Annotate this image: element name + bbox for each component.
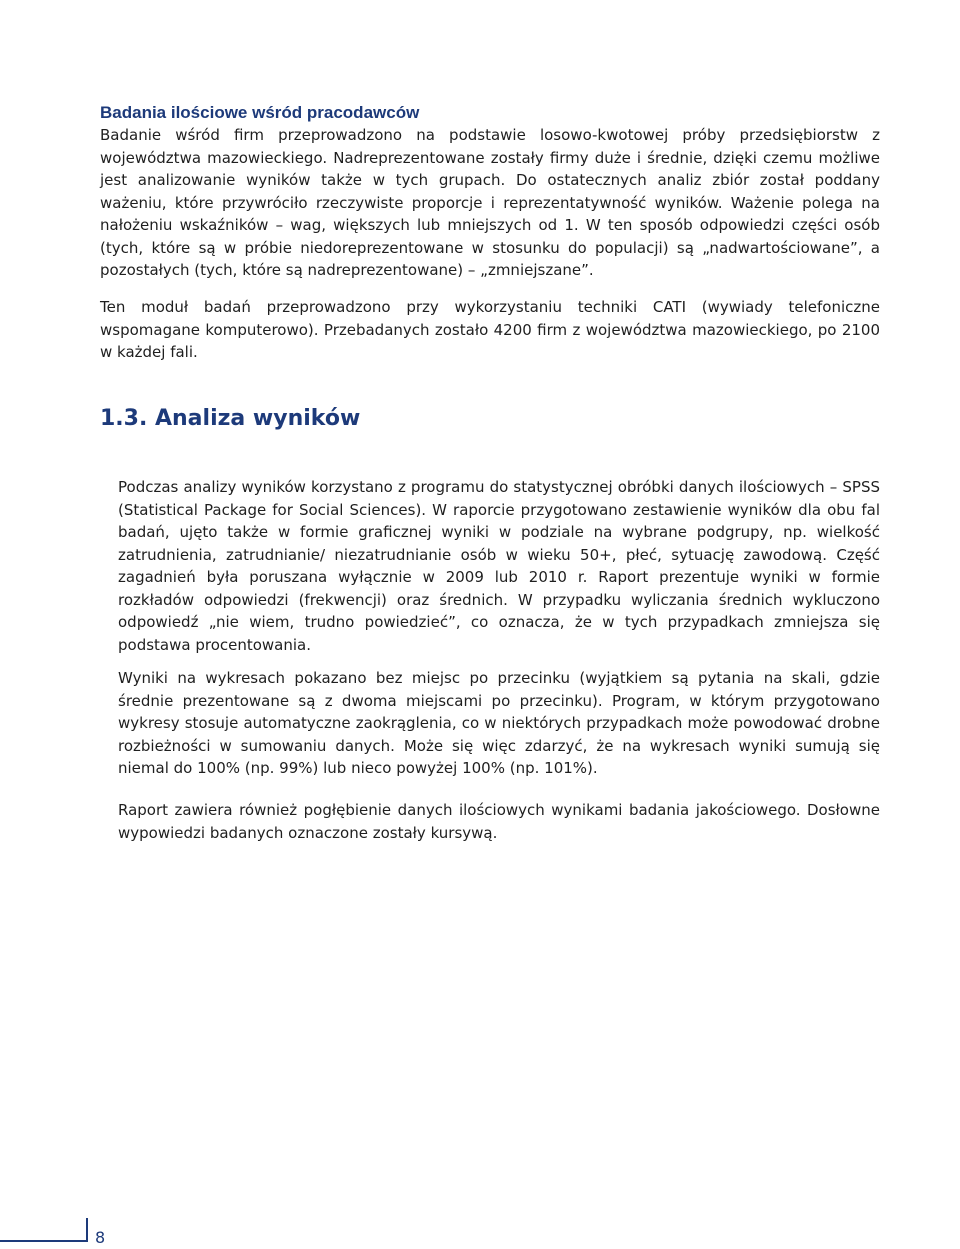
- paragraph-spss: Podczas analizy wyników korzystano z programu do statystycznej obróbki danych ilościowych – SPSS (Statistical Package for Social Sciences). W raporcie przygotowano zestawienie wyników dla obu fal badań, ujęto także w formie graficznej wyniki w podziale na wybrane podgrupy, np. wielkość zatrudnienia, zatrudnianie/ niezatrudnianie osób w wieku 50+, płeć, sytuację zawodową. Część zagadnień była poruszana wyłącznie w 2009 lub 2010 r. Raport prezentuje wyniki w formie rozkładów odpowiedzi (frekwencji) oraz średnich. W przypadku wyliczania średnich wykluczono odpowiedź „nie wiem, trudno powiedzieć”, co oznacza, że w tych przypadkach zmniejsza się podstawa procentowania.: [118, 478, 880, 654]
- footer-rule: [0, 1240, 86, 1242]
- page-number: 8: [95, 1228, 106, 1247]
- section-heading: Badania ilościowe wśród pracodawców: [100, 103, 420, 122]
- paragraph-qualitative: Raport zawiera również pogłębienie danych ilościowych wynikami badania jakościowego. Dosłowne wypowiedzi badanych oznaczone zostały kursywą.: [118, 801, 880, 842]
- footer-divider: [86, 1218, 88, 1242]
- paragraph-cati: Ten moduł badań przeprowadzono przy wykorzystaniu techniki CATI (wywiady telefoniczne wspomagane komputerowo). Przebadanych zostało 4200 firm z województwa mazowieckiego, po 2100 w każdej fali.: [100, 298, 880, 361]
- paragraph-charts: Wyniki na wykresach pokazano bez miejsc po przecinku (wyjątkiem są pytania na skali, gdzie średnie prezentowane są z dwoma miejscami po przecinku). Program, w którym przygotowano wykresy stosuje automatyczne zaokrąglenia, co w niektórych przypadkach może powodować drobne rozbieżności w sumowaniu danych. Może się więc zdarzyć, że na wykresach wyniki sumują się niemal do 100% (np. 99%) lub nieco powyżej 100% (np. 101%).: [118, 669, 880, 777]
- chapter-heading: 1.3. Analiza wyników: [100, 406, 361, 431]
- paragraph-sampling: Badanie wśród firm przeprowadzono na podstawie losowo-kwotowej próby przedsiębiorstw z województwa mazowieckiego. Nadreprezentowane zostały firmy duże i średnie, dzięki czemu możliwe jest analizowanie wyników także w tych grupach. Do ostatecznych analiz zbiór został poddany ważeniu, które przywróciło rzeczywiste proporcje i reprezentatywność wyników. Ważenie polega na nałożeniu wskaźników – wag, większych lub mniejszych od 1. W ten sposób odpowiedzi części osób (tych, które są w próbie niedoreprezentowane w stosunku do populacji) są „nadwartościowane”, a pozostałych (tych, które są nadreprezentowane) – „zmniejszane”.: [100, 126, 880, 279]
